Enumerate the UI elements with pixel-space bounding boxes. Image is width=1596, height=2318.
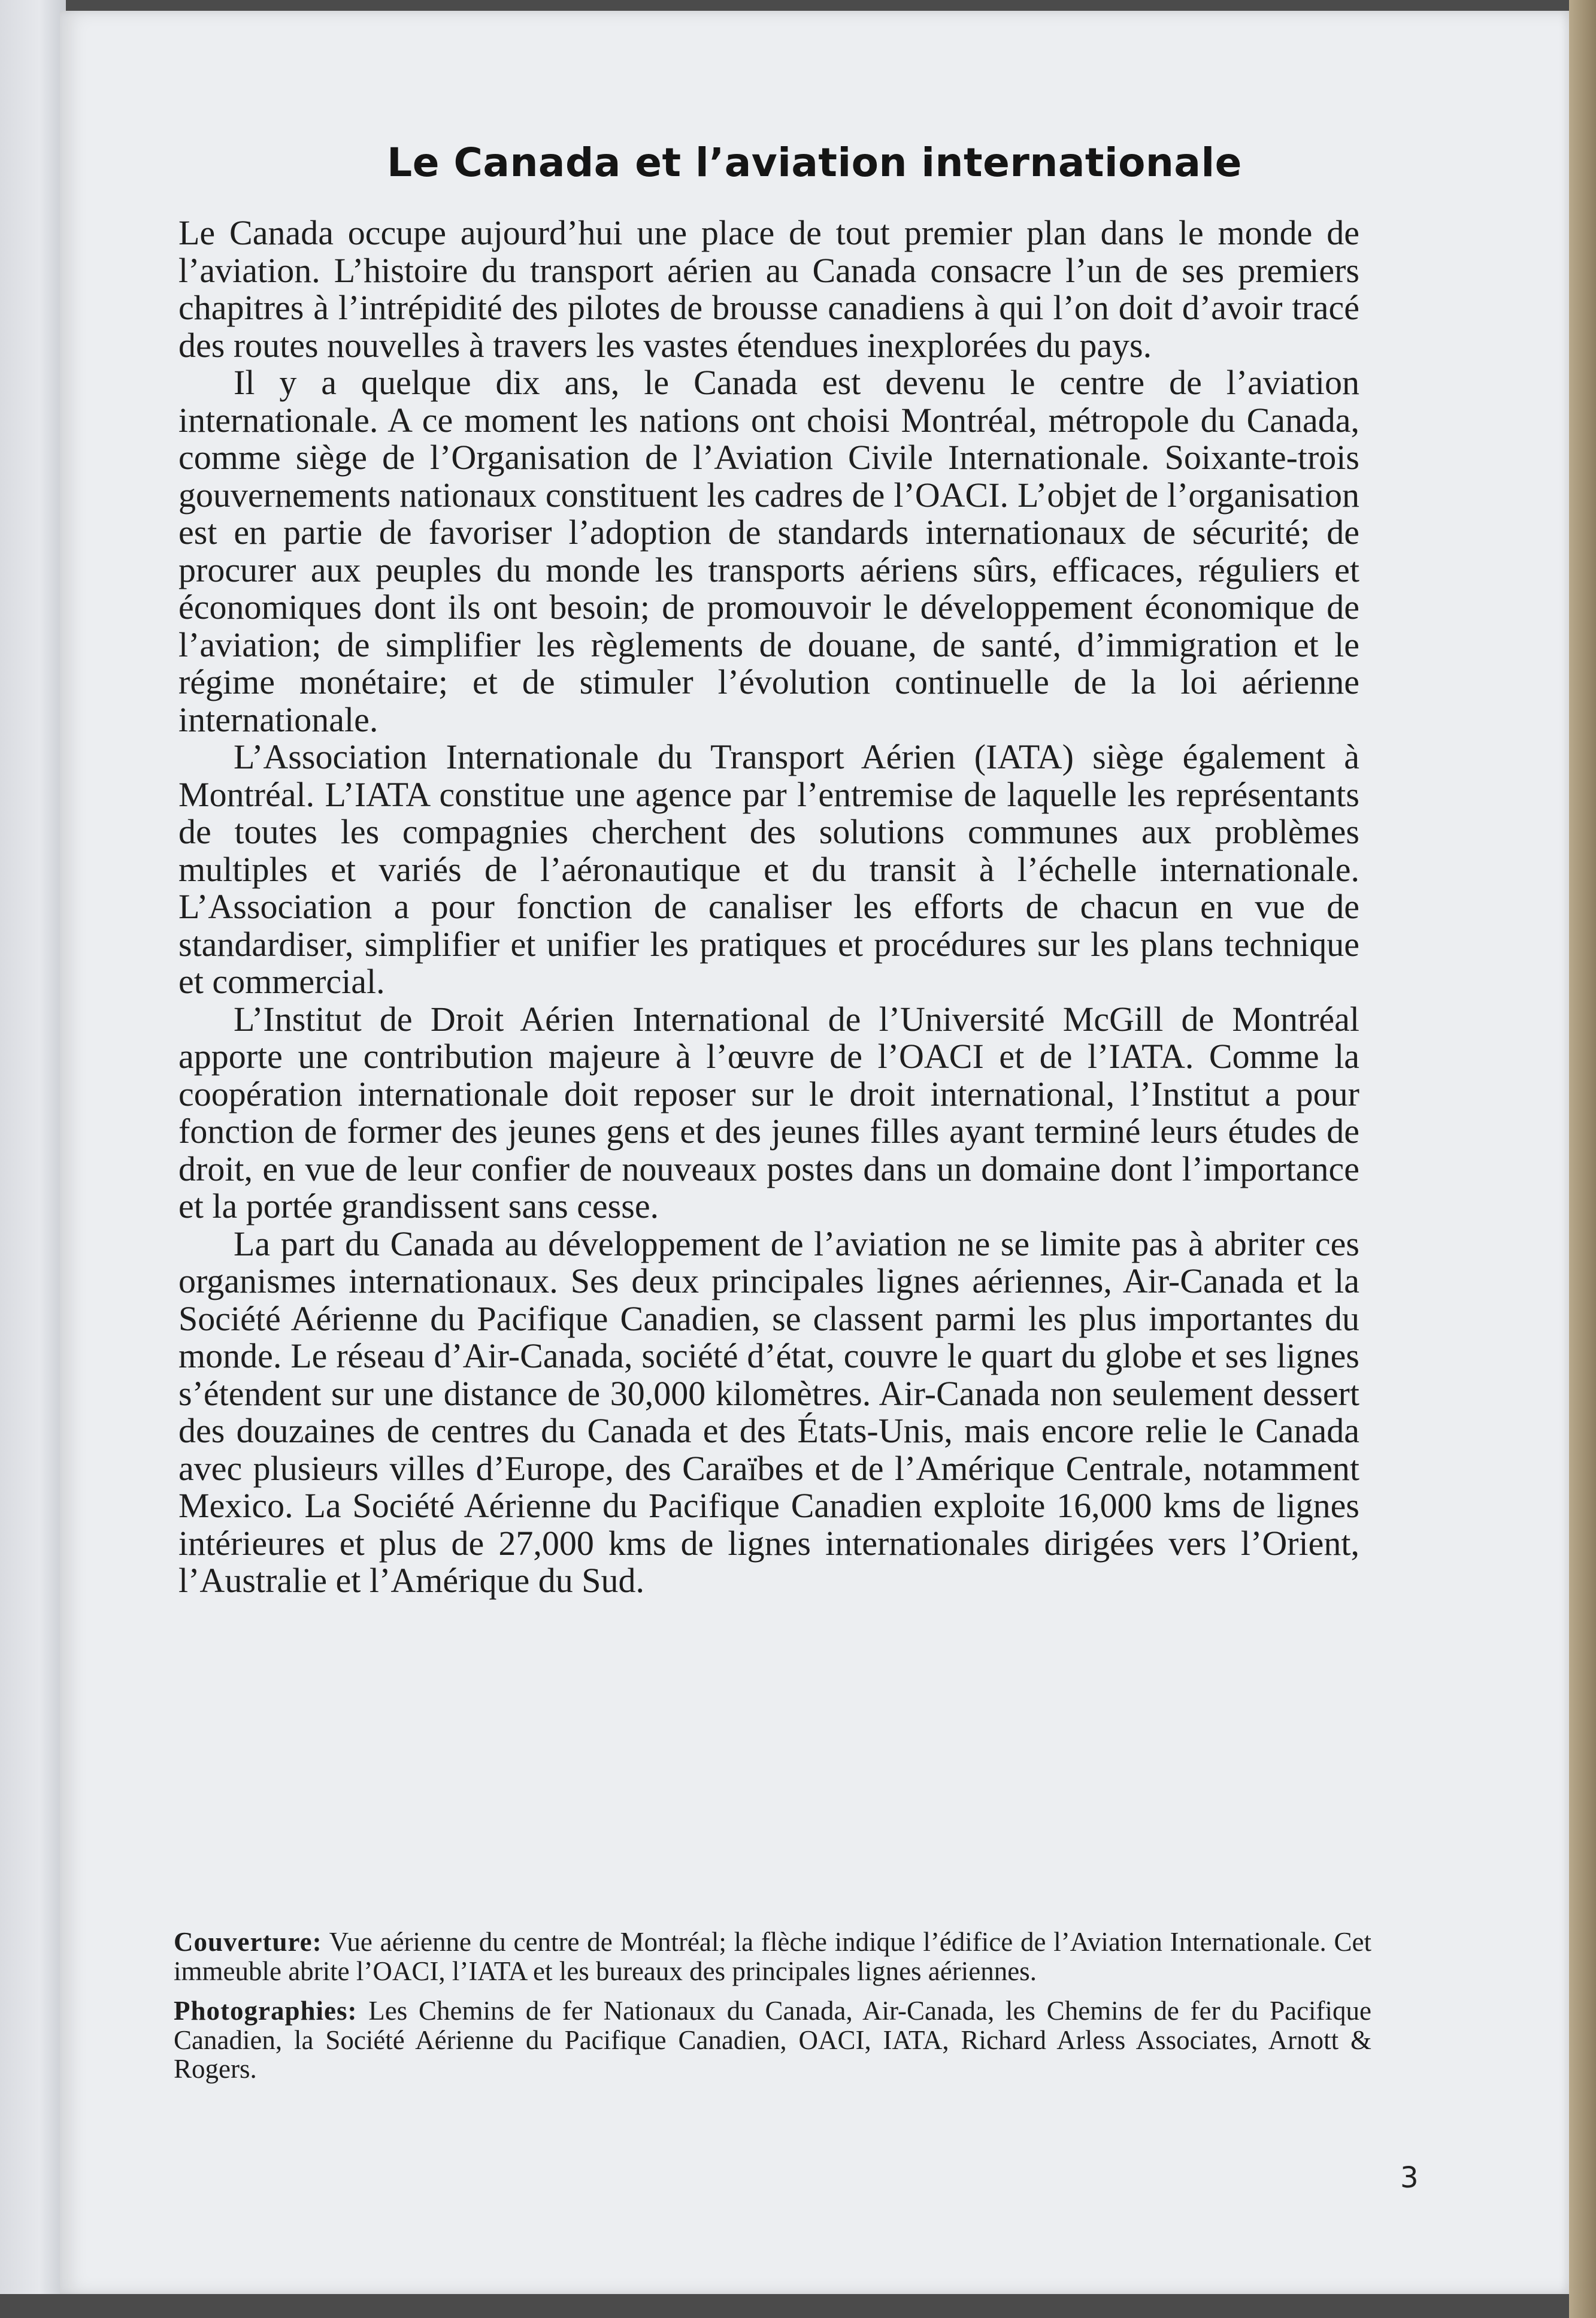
paragraph-3: L’Association Internationale du Transport Aérien (IATA) siège également à Montréal. L’IATA constitue une agence par l’entremise de laquelle les représentants de toutes les compagnies cherchent des solutions communes aux problèmes multiples et variés de l’aéronautique et du transit à l’échelle internationale. L’Association a pour fonction de canaliser les efforts de chacun en vue de standardiser, simplifier et unifier les pratiques et procédures sur les plans technique et commercial. xyxy=(178,737,1359,1001)
document-page xyxy=(60,11,1569,2294)
article-body xyxy=(178,214,1359,1600)
page-number: 3 xyxy=(1400,2161,1419,2195)
photo-credits xyxy=(174,1996,1371,2084)
page-title: Le Canada et l’aviation internationale xyxy=(387,140,1242,186)
paragraph-4: L’Institut de Droit Aérien International de l’Université McGill de Montréal apporte une contribution majeure à l’œuvre de l’OACI et de l’IATA. Comme la coopération internationale doit reposer sur le droit international, l’Institut a pour fonction de former des jeunes gens et des jeunes filles ayant terminé leurs études de droit, en vue de leur confier de nouveaux postes dans un domaine dont l’importance et la portée grandissent sans cesse. xyxy=(178,999,1359,1225)
credits-section xyxy=(174,1927,1371,2095)
previous-page-edge xyxy=(0,0,66,2294)
photo-credits-label: Photographies: xyxy=(174,1996,358,2026)
photo-credits-text: Les Chemins de fer Nationaux du Canada, Air-Canada, les Chemins de fer du Pacifique Canadien, la Société Aérienne du Pacifique Canadien, OACI, IATA, Richard Arless Associates, Arnott & Rogers. xyxy=(174,1996,1371,2084)
cover-caption-text: Vue aérienne du centre de Montréal; la flèche indique l’édifice de l’Aviation Internationale. Cet immeuble abrite l’OACI, l’IATA et les bureaux des principales lignes aériennes. xyxy=(174,1927,1372,1986)
paragraph-1: Le Canada occupe aujourd’hui une place de tout premier plan dans le monde de l’aviation. L’histoire du transport aérien au Canada consacre l’un de ses premiers chapitres à l’intrépidité des pilotes de brousse canadiens à qui l’on doit d’avoir tracé des routes nouvelles à travers les vastes étendues inexplorées du pays. xyxy=(178,213,1359,365)
paragraph-2: Il y a quelque dix ans, le Canada est devenu le centre de l’aviation internationale. A ce moment les nations ont choisi Montréal, métropole du Canada, comme siège de l’Organisation de l’Aviation Civile Internationale. Soixante-trois gouvernements nationaux constituent les cadres de l’OACI. L’objet de l’organisation est en partie de favoriser l’adoption de standards internationaux de sécurité; de procurer aux peuples du monde les transports aériens sûrs, efficaces, réguliers et économiques dont ils ont besoin; de promouvoir le développement économique de l’aviation; de simplifier les règlements de douane, de santé, d’immigration et le régime monétaire; et de stimuler l’évolution continuelle de la loi aérienne internationale. xyxy=(178,363,1359,739)
book-cover-edge xyxy=(1569,0,1596,2318)
cover-caption xyxy=(174,1927,1371,1986)
cover-caption-label: Couverture: xyxy=(174,1927,322,1957)
paragraph-5: La part du Canada au développement de l’aviation ne se limite pas à abriter ces organismes internationaux. Ses deux principales lignes aériennes, Air-Canada et la Société Aérienne du Pacifique Canadien, se classent parmi les plus importantes du monde. Le réseau d’Air-Canada, société d’état, couvre le quart du globe et ses lignes s’étendent sur une distance de 30,000 kilomètres. Air-Canada non seulement dessert des douzaines de centres du Canada et des États-Unis, mais encore relie le Canada avec plusieurs villes d’Europe, des Caraïbes et de l’Amérique Centrale, notamment Mexico. La Société Aérienne du Pacifique Canadien exploite 16,000 kms de lignes intérieures et plus de 27,000 kms de lignes internationales dirigées vers l’Orient, l’Australie et l’Amérique du Sud. xyxy=(178,1224,1359,1600)
